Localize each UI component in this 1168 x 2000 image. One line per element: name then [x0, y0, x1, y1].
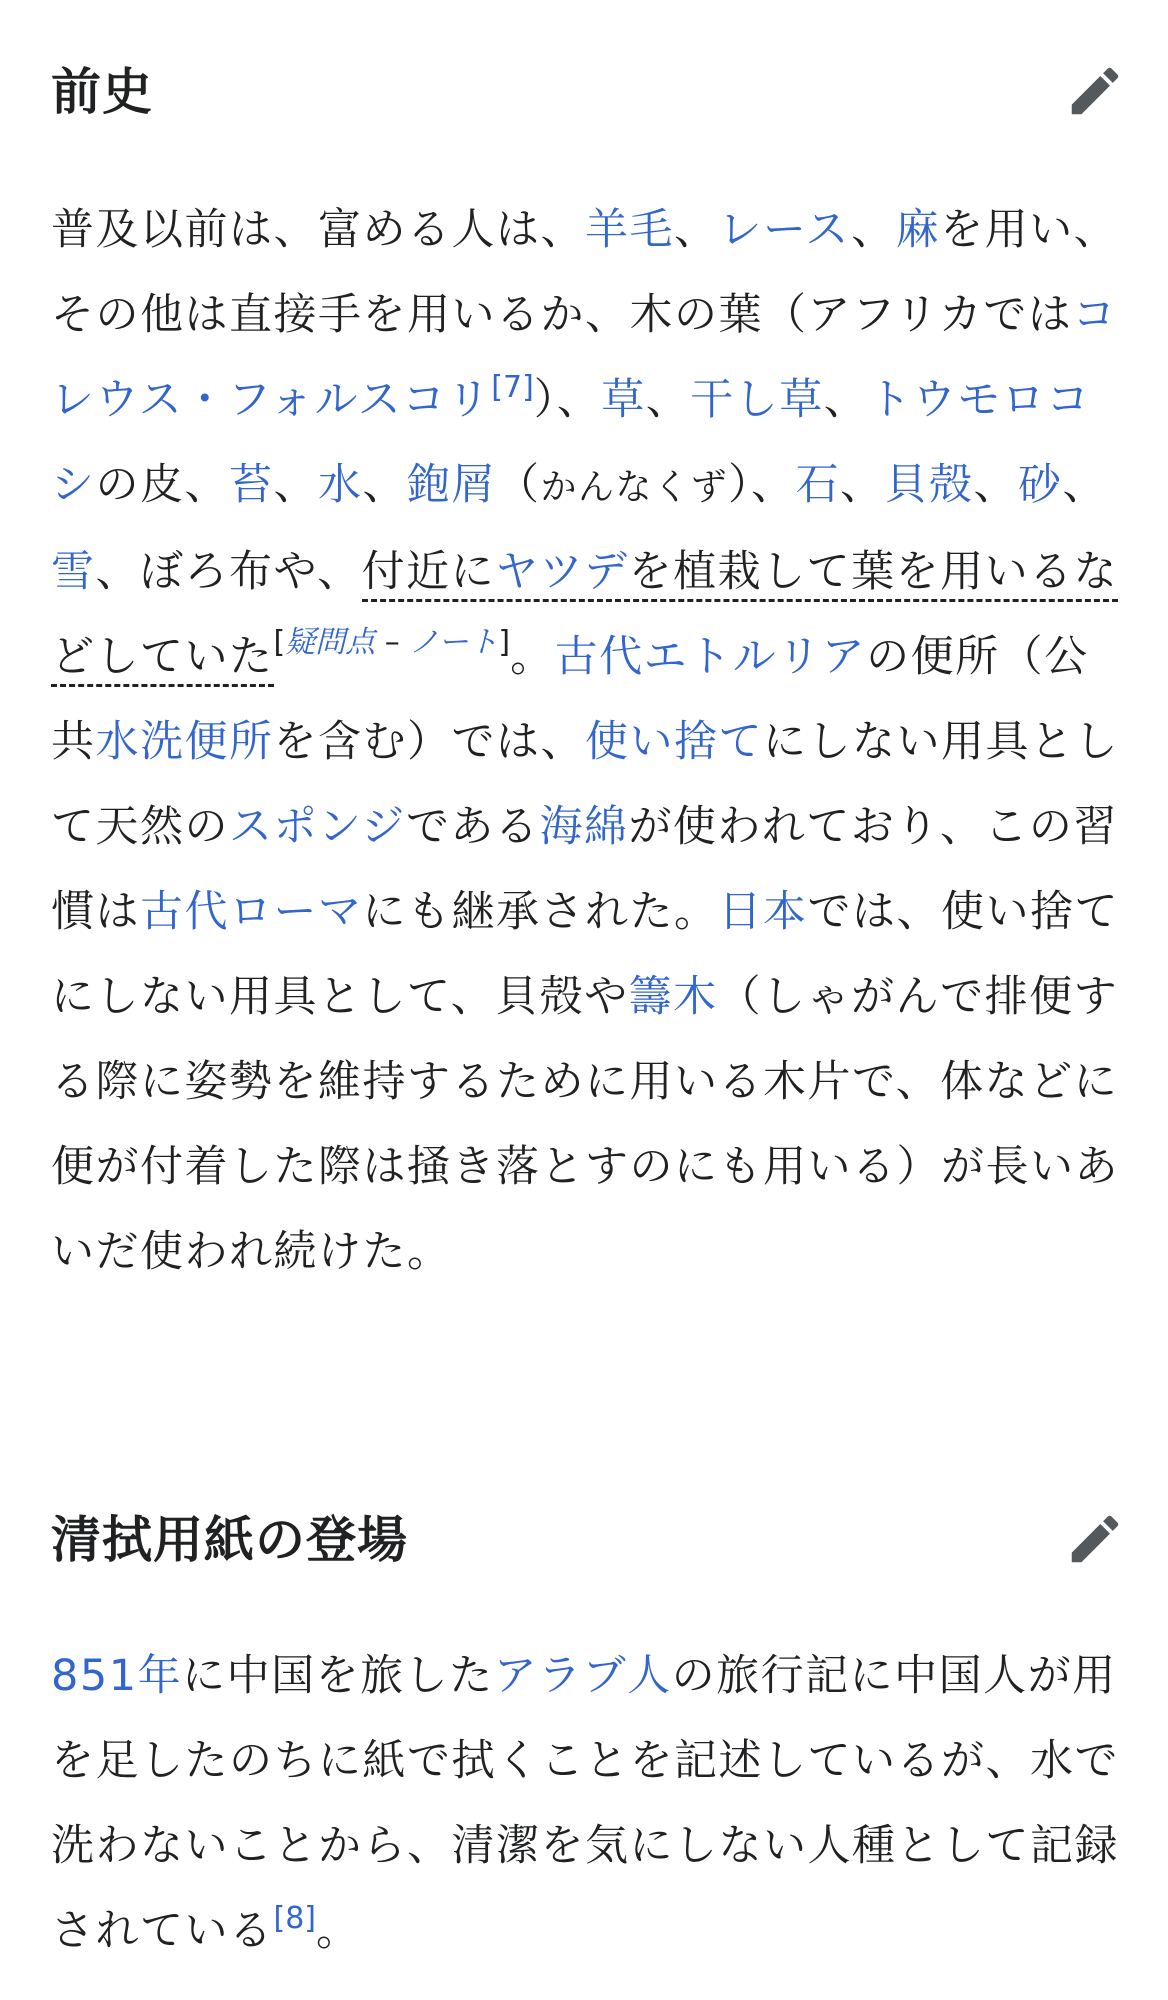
text: 。 — [316, 1906, 361, 1956]
paragraph — [51, 1634, 1121, 1974]
text: の皮、 — [95, 460, 229, 510]
section-heading[interactable]: 清拭用紙の登場 — [51, 1511, 408, 1569]
pencil-icon-graphic — [1064, 60, 1126, 122]
text: ）、 — [533, 375, 602, 425]
text: 付近に — [361, 547, 496, 597]
text: 、 — [1062, 460, 1108, 510]
reference-8[interactable]: [8] — [273, 1901, 316, 1936]
pencil-icon[interactable] — [1064, 1508, 1126, 1570]
section-header[interactable] — [0, 52, 1168, 132]
link-wool[interactable]: 羊毛 — [585, 205, 674, 255]
text: の旅行記に中国人が用を足したのちに紙で拭くことを記述しているが、水で洗わないことから、清潔を気にしない人種として記録されている — [51, 1651, 1119, 1956]
link-disposable[interactable]: 使い捨て — [585, 717, 763, 767]
text: の便所（公共 — [51, 632, 1089, 767]
text: に中国を旅した — [182, 1651, 494, 1701]
link-stone[interactable]: 石 — [795, 460, 841, 510]
text: 、 — [362, 460, 407, 510]
link-etruria[interactable]: 古代エトルリア — [554, 632, 867, 682]
section-heading[interactable]: 前史 — [51, 63, 153, 121]
reading-kana: かんなくず — [540, 467, 729, 508]
text: を用い、その他は直接手を用いるか、木の葉（アフリカでは — [51, 205, 1119, 340]
link-yatsude[interactable]: ヤツデ — [495, 547, 629, 597]
link-lace[interactable]: レース — [718, 205, 852, 255]
text: ] — [498, 625, 511, 660]
pencil-icon-graphic — [1064, 1508, 1126, 1570]
link-moss[interactable]: 苔 — [229, 460, 274, 510]
text: 、 — [840, 460, 885, 510]
text: にしない用具として天然の — [51, 717, 1119, 852]
link-chugi[interactable]: 籌木 — [628, 972, 718, 1022]
link-flush-toilet[interactable]: 水洗便所 — [95, 717, 274, 767]
text: では、使い捨てにしない用具として、貝殻や — [51, 887, 1119, 1022]
link-dispute[interactable]: 疑問点 — [285, 625, 376, 660]
link-plane-shavings[interactable]: 鉋屑 — [407, 460, 496, 510]
text: 、ぼろ布や、 — [95, 547, 362, 597]
link-hemp[interactable]: 麻 — [895, 205, 941, 255]
text: が使われており、この習慣は — [51, 802, 1118, 937]
link-sponge[interactable]: スポンジ — [229, 802, 406, 852]
text: – — [375, 625, 410, 660]
link-talk-note[interactable]: ノート — [409, 625, 499, 660]
link-sea-sponge[interactable]: 海綿 — [539, 802, 629, 852]
text: 、 — [674, 205, 719, 255]
text: である — [405, 802, 540, 852]
text: 、 — [645, 375, 691, 425]
text: 、 — [273, 460, 318, 510]
text: にも継承された。 — [362, 887, 719, 937]
text: 、 — [751, 460, 796, 510]
dispute-tag — [274, 625, 511, 660]
text: 、 — [823, 375, 869, 425]
text: （しゃがんで排便する際に姿勢を維持するために用いる木片で、体などに便が付着した際は掻き落とすのにも用いる）が長いあいだ使われ続けた。 — [51, 972, 1119, 1277]
link-shell[interactable]: 貝殻 — [884, 460, 974, 510]
text: 。 — [510, 632, 555, 682]
link-year-851[interactable]: 851年 — [51, 1651, 183, 1701]
link-water[interactable]: 水 — [318, 460, 363, 510]
pencil-icon[interactable] — [1064, 60, 1126, 122]
link-japan[interactable]: 日本 — [718, 887, 808, 937]
text: （ — [496, 460, 541, 510]
link-corn[interactable]: トウモロコシ — [51, 375, 1091, 510]
text: を含む）では、 — [273, 717, 585, 767]
link-hay[interactable]: 干し草 — [690, 375, 824, 425]
link-grass[interactable]: 草 — [601, 375, 646, 425]
section-prehistory — [0, 52, 1168, 1277]
text: [ — [273, 625, 286, 660]
link-coleus[interactable]: コレウス・フォルスコリ — [51, 290, 1117, 425]
link-snow[interactable]: 雪 — [51, 547, 96, 597]
paragraph — [51, 188, 1121, 1295]
text: 、 — [973, 460, 1019, 510]
reference-7[interactable]: [7] — [491, 370, 534, 405]
text: を植栽して葉を用いるなどしていた — [51, 547, 1119, 682]
section-toilet-paper-emergence — [0, 1500, 1168, 1956]
text: ） — [728, 460, 752, 510]
section-header[interactable] — [0, 1500, 1168, 1580]
link-ancient-rome[interactable]: 古代ローマ — [140, 887, 363, 937]
link-arab[interactable]: アラブ人 — [493, 1651, 672, 1701]
text: 普及以前は、富める人は、 — [51, 205, 585, 255]
link-sand[interactable]: 砂 — [1018, 460, 1063, 510]
text: 、 — [851, 205, 896, 255]
